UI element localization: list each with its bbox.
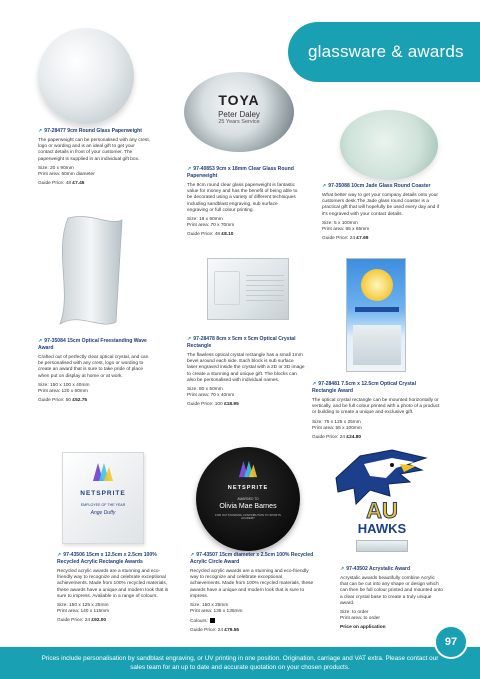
product-price: Guide Price: 24 £79.55	[190, 628, 240, 634]
rect-award-title: EMPLOYEE OF THE YEAR	[80, 503, 126, 507]
price-on-application: Price on application	[340, 625, 386, 631]
product-description: Recycled acrylic awards are a stunning and eco-friendly way to recognize and celebrate exceptional achievements. Made from 100% recycled materials, these awards have a unique and modern look that is sure to impress.	[190, 569, 314, 599]
hawks-crystal-base	[356, 540, 408, 552]
arrow-icon: ↗	[187, 166, 192, 172]
product-code-name: ↗ 97-28478 8cm x 5cm x 5cm Optical Crystal Rectangle	[187, 336, 296, 349]
product-description: The paperweight can be personalised with any crest, logo or wording and is an ideal gift to get your contact details in front of your customer. The paperweight is supplied in an individual gift box.	[38, 138, 150, 162]
circle-award-name: Olivia Mae Barnes	[219, 503, 277, 510]
photo-sun	[361, 269, 393, 301]
circle-award-reason: FOR OUTSTANDING CONTRIBUTION TO SPORTS ACADEMY	[215, 513, 281, 521]
product-price: Guide Price: 48 £7.45	[38, 181, 85, 187]
product-97-28478	[187, 336, 305, 409]
photo-building	[353, 325, 401, 365]
page-number: 97	[434, 625, 468, 659]
toya-name-text: Peter Daley	[218, 110, 260, 119]
photo-label-bar	[355, 307, 399, 312]
product-description: What better way to get your company details onto your customers desk.The Jade glass round coaster is a practical gift that will hopefully be used every day and if it's engraved with your contact details.	[322, 193, 440, 217]
crystal-rectangle-image	[207, 258, 289, 320]
product-97-43502	[340, 566, 444, 630]
product-description: The flawless optical crystal rectangle has a small 1mm bevel around each side. Each block is sub surface laser engraved inside the crystal with a 2D or 3D image to create a stunning and unique gift. The blocks can also be personalised with individual names.	[187, 353, 305, 383]
product-97-28481	[312, 381, 440, 441]
product-description: The 9cm round clear glass paperweight is fantastic value for money and has the benefit of being able to be decorated using a variety of different techniques including sandblast engraving, sub surface engraving or full colour printing.	[187, 183, 298, 213]
product-specs: Size: 75 x 125 x 25mm Print area: 55 x 100mm	[312, 419, 362, 431]
product-description: The optical crystal rectangle can be mounted horizontally or vertically, and be full colour printed with a photo of a product or building to create a unique and exclusive gift.	[312, 398, 440, 416]
arrow-icon: ↗	[190, 552, 195, 558]
product-description: Crafted out of perfectly clear optical crystal, and can be personalised with any crest, logo or wording to create an award that is sure to take pride of place when put on display at home or at work.	[38, 355, 149, 379]
product-code-name: ↗ 97-35088 10cm Jade Glass Round Coaster	[322, 183, 431, 189]
product-price: Guide Price: 50 £52.75	[38, 398, 88, 404]
product-price: Guide Price: 100 £18.95	[187, 402, 239, 408]
product-colours: Colours:	[190, 618, 314, 625]
product-price: Guide Price: 24 £24.80	[312, 435, 362, 441]
photo-crystal-image	[346, 258, 406, 372]
product-code-name: ↗ 97-43502 Acrystalic Award	[340, 566, 411, 572]
product-description: Recycled acrylic awards are a stunning and eco-friendly way to recognize and celebrate exceptional achievements. Made from 100% recycled materials, these awards have a unique and modern look that is sure to impress. Available in a range of colours.	[57, 569, 169, 599]
circle-award-brand: NETSPRITE	[227, 485, 269, 491]
section-title: glassware & awards	[308, 42, 464, 61]
circle-award-label: AWARDED TO	[237, 497, 259, 501]
product-specs: Size: 150 x 125 x 25mm Print area: 140 x 115mm	[57, 603, 110, 615]
footer-text: Prices include personalisation by sandblast engraving, or UV printing in one position. Origination, carriage and VAT extra. Please contact our sales team for an up to date and accurate quotation on your chosen products.	[41, 655, 439, 671]
product-code-name: ↗ 97-43507 15cm diameter x 2.5cm 100% Recycled Acrylic Circle Award	[190, 552, 314, 565]
product-specs: Size: 5 x 100mm Print area: 65 x 65mm	[322, 220, 370, 233]
toya-service-text: 25 Years Service	[218, 119, 260, 125]
product-code-name: ↗ 97-43506 15cm x 12.5cm x 2.5cm 100% Recycled Acrylic Rectangle Awards	[57, 552, 157, 565]
wave-award-image	[50, 212, 130, 330]
product-specs: Size: 80 x 50mm Print area: 70 x 40mm	[187, 387, 235, 399]
product-specs: Size: 20 x 90mm Print area: 60mm diameter	[38, 165, 95, 178]
hawks-name-text: HAWKS	[357, 521, 407, 536]
toya-brand-text: TOYA	[218, 92, 260, 108]
recycled-rectangle-image	[62, 452, 144, 544]
product-97-43506	[57, 552, 173, 625]
product-specs: Size: to order Print area: to order	[340, 610, 380, 622]
product-97-28477	[38, 128, 150, 187]
product-specs: Size: 150 x 25mm Print area: 135 x 135mm	[190, 603, 243, 615]
product-description: Acrystalic awards beautifully combine Acrylic that can be cut into any shape or design which can then be full colour printed and mounted onto a clear crystal base to create a truly unique award.	[340, 576, 443, 606]
product-price: Guide Price: 24 £92.00	[57, 618, 107, 624]
section-header	[288, 22, 480, 82]
arrow-icon: ↗	[322, 183, 327, 189]
hawks-au-text: AU	[366, 498, 398, 523]
arrow-icon: ↗	[57, 552, 62, 558]
arrow-icon: ↗	[340, 566, 345, 572]
rect-award-name: Ange Duffy	[90, 510, 116, 516]
round-paperweight-image	[38, 28, 134, 124]
toya-paperweight-image	[184, 72, 294, 152]
crystal-engraving	[214, 271, 240, 305]
product-specs: Size: 18 x 90mm Print area: 70 x 70mm	[187, 217, 235, 229]
product-97-43507	[190, 552, 314, 635]
netsprite-logo-icon	[237, 459, 259, 479]
product-price: Guide Price: 48 £8.10	[187, 232, 234, 238]
product-code-name: ↗ 97-40853 9cm x 18mm Clear Glass Round Paperweight	[187, 166, 294, 179]
crystal-text-lines	[246, 275, 284, 301]
netsprite-logo-icon	[91, 461, 115, 483]
black-colour-swatch	[210, 618, 215, 623]
product-code-name: ↗ 97-28481 7.5cm x 12.5cm Optical Crystal Rectangle Award	[312, 381, 416, 394]
product-price: Guide Price: 24 £7.69	[322, 236, 369, 242]
product-specs: Size: 150 x 100 x 40mm Print area: 120 x 60mm	[38, 382, 90, 395]
footer-bar	[0, 647, 480, 679]
arrow-icon: ↗	[187, 336, 192, 342]
product-code-name: ↗ 97-35084 15cm Optical Freestanding Wave Award	[38, 338, 147, 351]
hawks-award-image	[330, 448, 434, 556]
product-97-35084	[38, 338, 150, 404]
product-code-name: ↗ 97-28477 9cm Round Glass Paperweight	[38, 128, 142, 134]
jade-coaster-image	[340, 110, 438, 180]
product-97-35088	[322, 183, 440, 242]
arrow-icon: ↗	[38, 128, 43, 134]
recycled-circle-image	[196, 447, 300, 551]
product-97-40853	[187, 166, 299, 239]
arrow-icon: ↗	[38, 338, 43, 344]
arrow-icon: ↗	[312, 381, 317, 387]
rect-award-brand: NETSPRITE	[80, 490, 126, 497]
